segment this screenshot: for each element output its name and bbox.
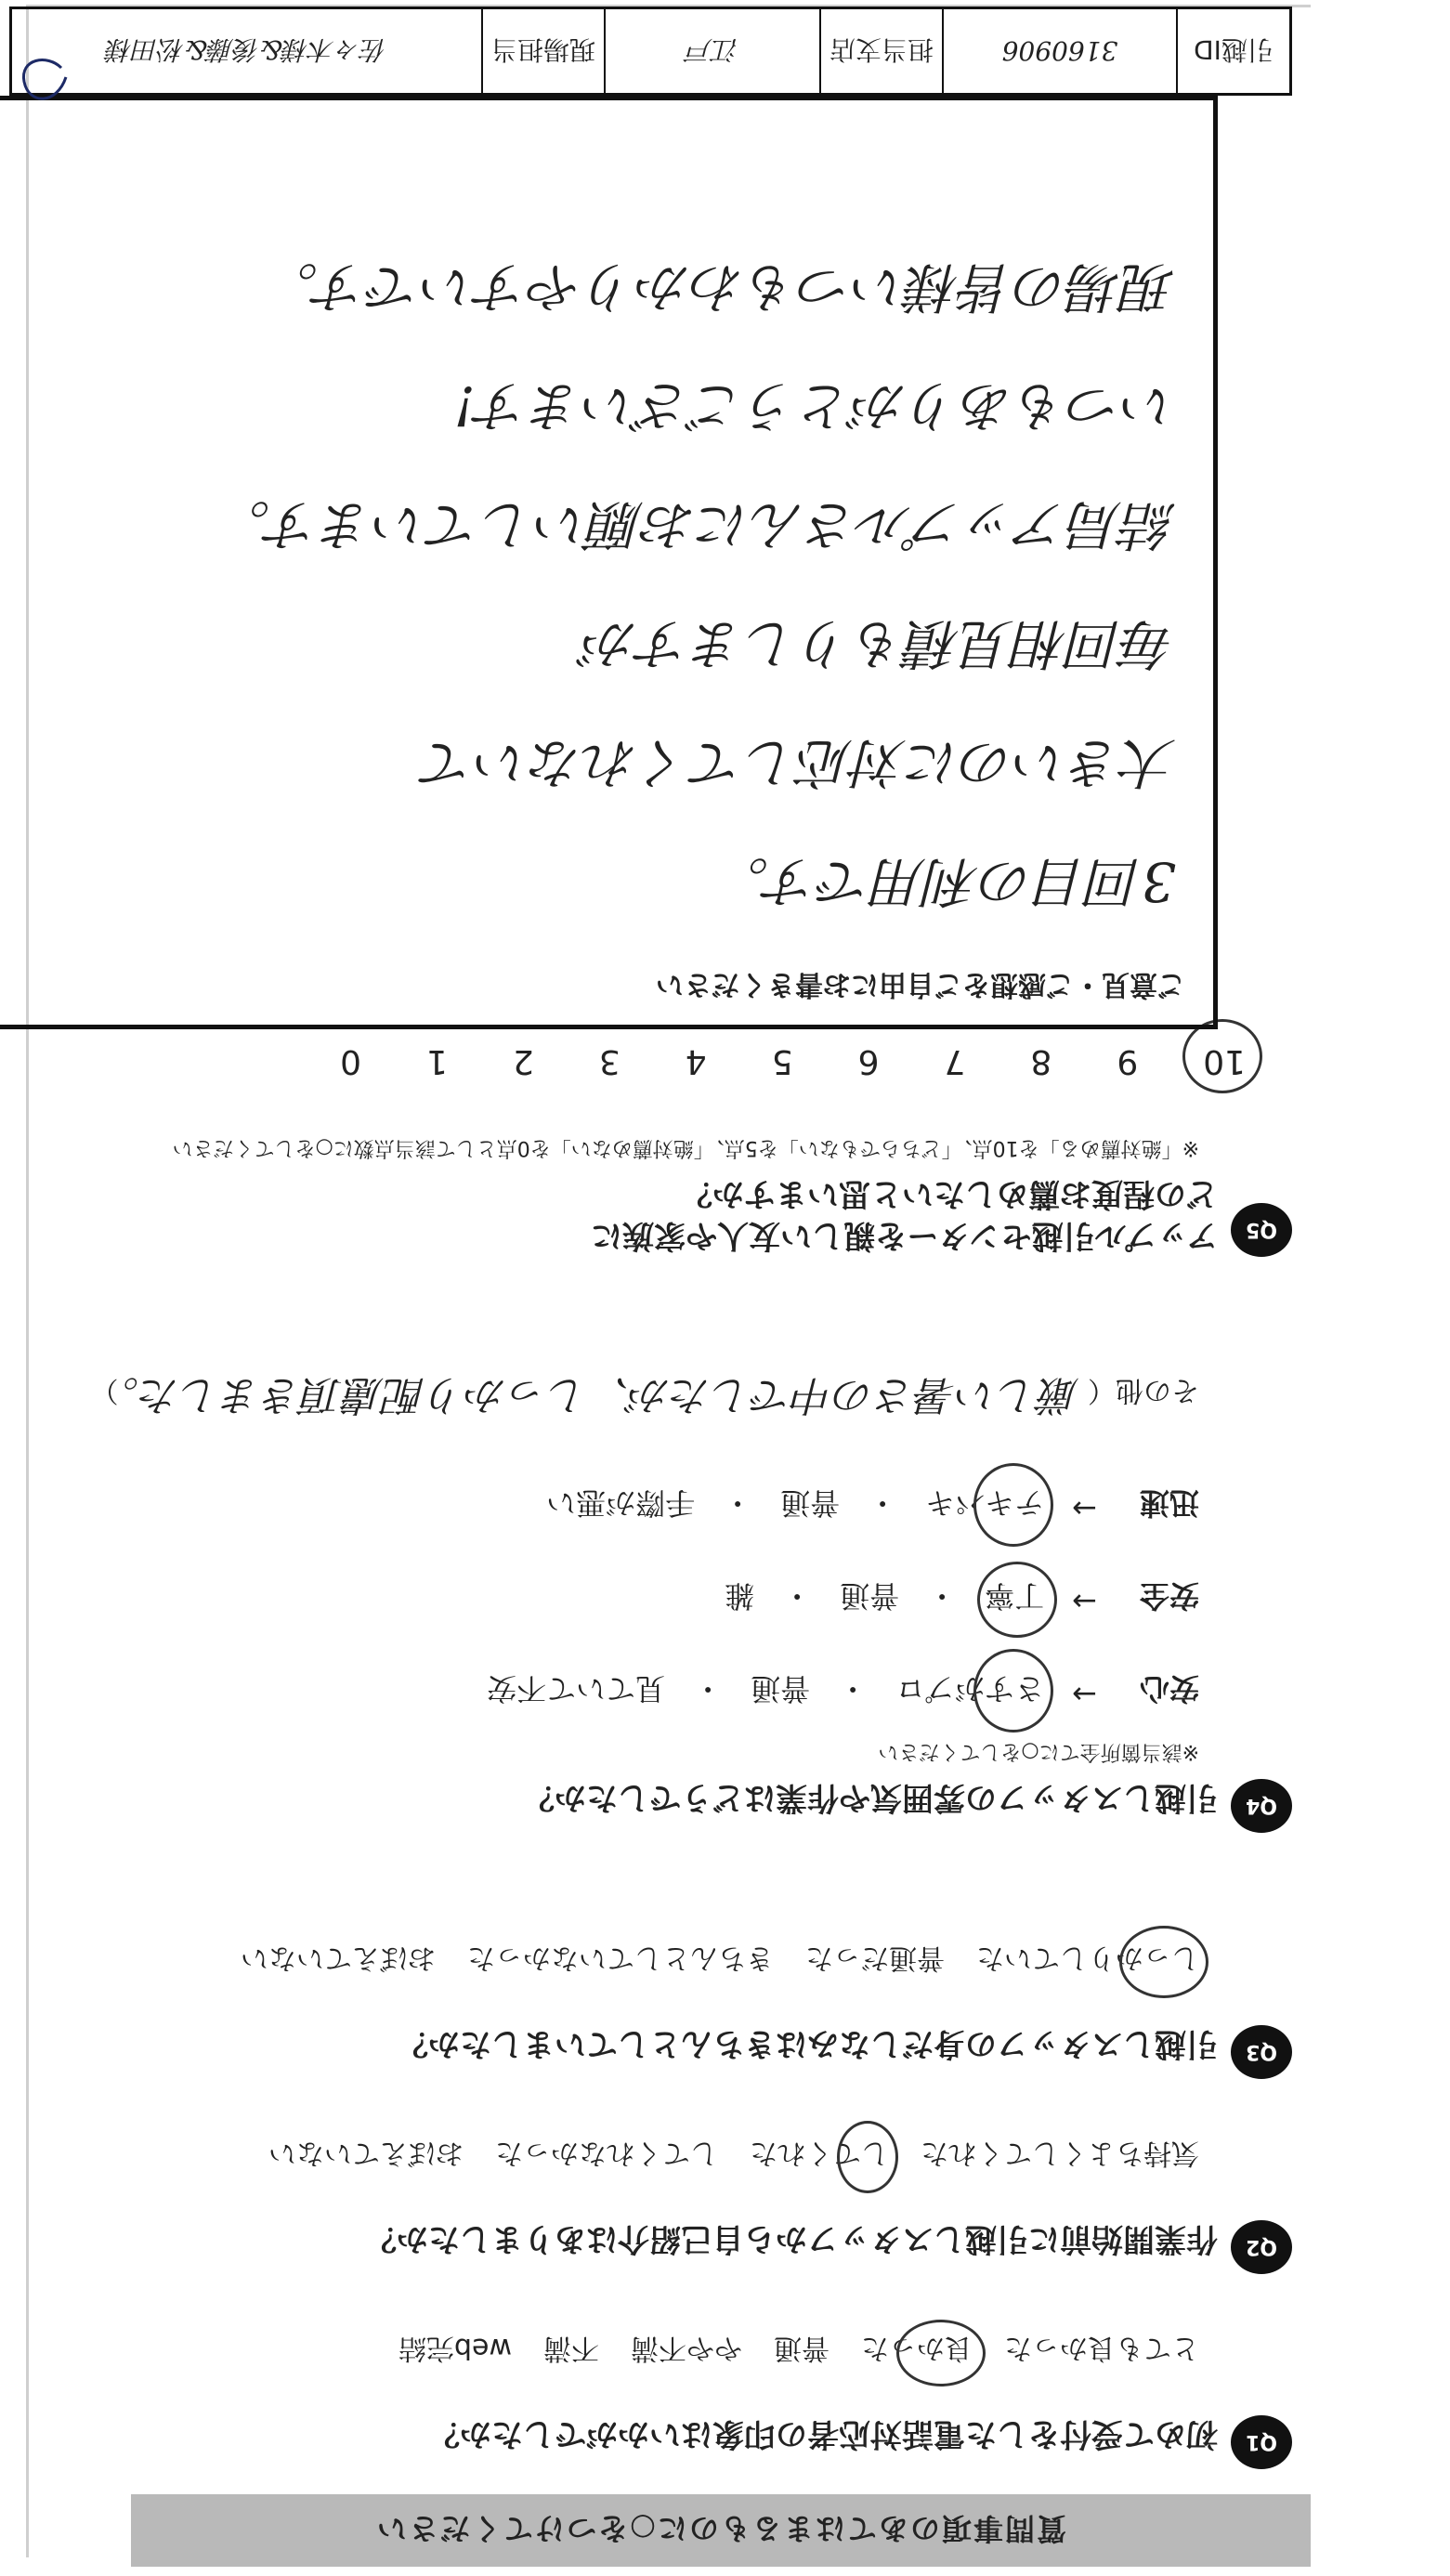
separator: ・: [723, 1485, 753, 1521]
q2-option[interactable]: してくれなかった: [495, 2137, 718, 2169]
q1-option[interactable]: 普通: [774, 2332, 830, 2364]
q4-other: その他（ 厳しい暑さの中でしたが、しっかり配慮頂きました。）: [90, 1371, 1199, 1419]
selection-circle: [837, 2121, 898, 2193]
q2-question: 作業開始前に引越しスタッフから自己紹介はありましたか？: [365, 2220, 1218, 2257]
scale-option[interactable]: 3: [598, 1042, 620, 1080]
comment-line: 結局アップルさんにお願いしています。: [216, 493, 1176, 556]
q4-row-safety: [487, 1669, 1199, 1712]
instruction-band: [131, 2494, 1311, 2567]
q4-option-selected[interactable]: テキパキ: [925, 1484, 1044, 1526]
q2-options: [268, 2136, 1199, 2177]
q4-option[interactable]: 手際が悪い: [546, 1485, 696, 1521]
comment-title: ご意見・ご感想をご自由にお書きください: [656, 968, 1185, 1000]
selection-circle: [973, 1649, 1053, 1733]
q4-question: 引越しスタッフの雰囲気や作業はどうでしたか？: [523, 1779, 1218, 1816]
staff-value: 佐々木様&後藤&松田様: [106, 34, 387, 65]
q2-option[interactable]: おぼえていない: [268, 2137, 464, 2169]
q4-option[interactable]: 普通: [780, 1485, 841, 1521]
separator: ・: [693, 1671, 724, 1706]
q5-note: ※「絶対薦める」を10点、「どちらでもない」を5点、「絶対薦めない」を0点として該当点数に○をしてください: [172, 1136, 1199, 1159]
scale-option[interactable]: 5: [771, 1042, 793, 1080]
comment-line: 現場の皆様いつもわかりやすいです。: [264, 255, 1176, 319]
id-label: 引越ID: [1176, 9, 1289, 93]
q4-note: ※該当箇所全てに○をしてください: [878, 1740, 1199, 1763]
comment-line: 毎回相見積もりしますが: [582, 612, 1176, 675]
scale-option[interactable]: 6: [857, 1042, 880, 1080]
q4-badge: Q4: [1231, 1779, 1292, 1833]
separator: ・: [927, 1578, 958, 1614]
q3-option[interactable]: きちんとしていなかった: [467, 1942, 774, 1974]
scale-option[interactable]: 4: [685, 1042, 707, 1080]
separator: ・: [838, 1671, 869, 1706]
q3-option[interactable]: 普通だった: [805, 1942, 945, 1974]
branch-value: 江戸: [604, 9, 819, 93]
q2-option[interactable]: 気持ちよくしてくれた: [921, 2137, 1199, 2169]
pen-scribble: [10, 49, 75, 114]
q3-question: 引越しスタッフの身だしなみはきちんとしていましたか？: [397, 2025, 1218, 2062]
selection-circle: [973, 1463, 1053, 1547]
scale-option[interactable]: 8: [1030, 1042, 1052, 1080]
branch-label: 担当支店: [819, 9, 942, 93]
q4-option[interactable]: 普通: [840, 1578, 900, 1614]
q1-option-selected[interactable]: 良かった: [861, 2331, 973, 2372]
q1-option[interactable]: web完結: [398, 2332, 512, 2364]
scale-option[interactable]: 2: [512, 1042, 534, 1080]
scale-option[interactable]: 9: [1117, 1042, 1139, 1080]
row-label: 安全: [1139, 1578, 1199, 1614]
scale-option-selected[interactable]: 10: [1203, 1042, 1246, 1080]
comment-box[interactable]: [0, 96, 1218, 1029]
selection-circle: [977, 1562, 1057, 1638]
other-handwritten: 厳しい暑さの中でしたが、しっかり配慮頂きました。: [118, 1371, 1079, 1419]
selection-circle: [1119, 1926, 1208, 1998]
staff-label: 現場担当: [481, 9, 604, 93]
q2-badge: Q2: [1231, 2220, 1292, 2274]
q3-option-selected[interactable]: しっかりしていた: [976, 1941, 1199, 1981]
id-value: 3160906: [942, 9, 1176, 93]
q1-question: 初めて受付をした電話対応者の印象はいかがでしたか？: [428, 2415, 1218, 2452]
q5-question-line2: どの程度お薦めしたいと思いますか？: [681, 1175, 1218, 1212]
q3-option[interactable]: おぼえていない: [241, 1942, 436, 1974]
arrow: →: [1072, 1584, 1097, 1619]
comment-line: いつもありがとうございます!: [453, 374, 1176, 438]
selection-circle: [896, 2320, 986, 2386]
row-label: 安心: [1139, 1671, 1199, 1706]
q1-option[interactable]: とても良かった: [1004, 2332, 1199, 2364]
separator: ・: [782, 1578, 813, 1614]
q2-option-selected[interactable]: してくれた: [750, 2136, 889, 2177]
scale-option[interactable]: 0: [340, 1042, 362, 1080]
q4-option[interactable]: 普通: [751, 1671, 811, 1706]
q5-scale: [340, 1042, 1246, 1080]
arrow: →: [1072, 1677, 1097, 1712]
q5-question-line1: アップル引越センターを親しい友人や家族に: [591, 1217, 1218, 1254]
selection-circle: [1182, 1019, 1262, 1093]
row-label: 迅速: [1139, 1485, 1199, 1521]
q1-options: [398, 2331, 1199, 2372]
q3-badge: Q3: [1231, 2025, 1292, 2079]
arrow: →: [1072, 1491, 1097, 1526]
comment-line: 3回目の利用です。: [714, 850, 1176, 913]
q4-option[interactable]: 雑: [725, 1578, 755, 1614]
other-label: その他: [1116, 1374, 1199, 1406]
q1-option[interactable]: やや不満: [631, 2332, 742, 2364]
q1-badge: Q1: [1231, 2415, 1292, 2469]
comment-line: 大きいのに対応してくれないて: [421, 731, 1176, 794]
q5-badge: Q5: [1231, 1203, 1292, 1257]
q4-row-speed: [546, 1484, 1199, 1526]
q3-options: [241, 1941, 1199, 1981]
separator: ・: [868, 1485, 898, 1521]
scale-option[interactable]: 7: [944, 1042, 966, 1080]
q1-option[interactable]: 不満: [543, 2332, 599, 2364]
instruction-text: 質問事項のあてはまるものに○をつけてください: [375, 2511, 1066, 2546]
q4-option-selected[interactable]: さすがプロ: [895, 1669, 1044, 1712]
scale-option[interactable]: 1: [426, 1042, 448, 1080]
q4-row-security: [725, 1576, 1199, 1619]
id-row: [9, 7, 1292, 96]
comment-handwriting: [6, 228, 1176, 941]
q4-option[interactable]: 見ていて不安: [487, 1671, 666, 1706]
q4-option-selected[interactable]: 丁寧: [985, 1576, 1044, 1619]
